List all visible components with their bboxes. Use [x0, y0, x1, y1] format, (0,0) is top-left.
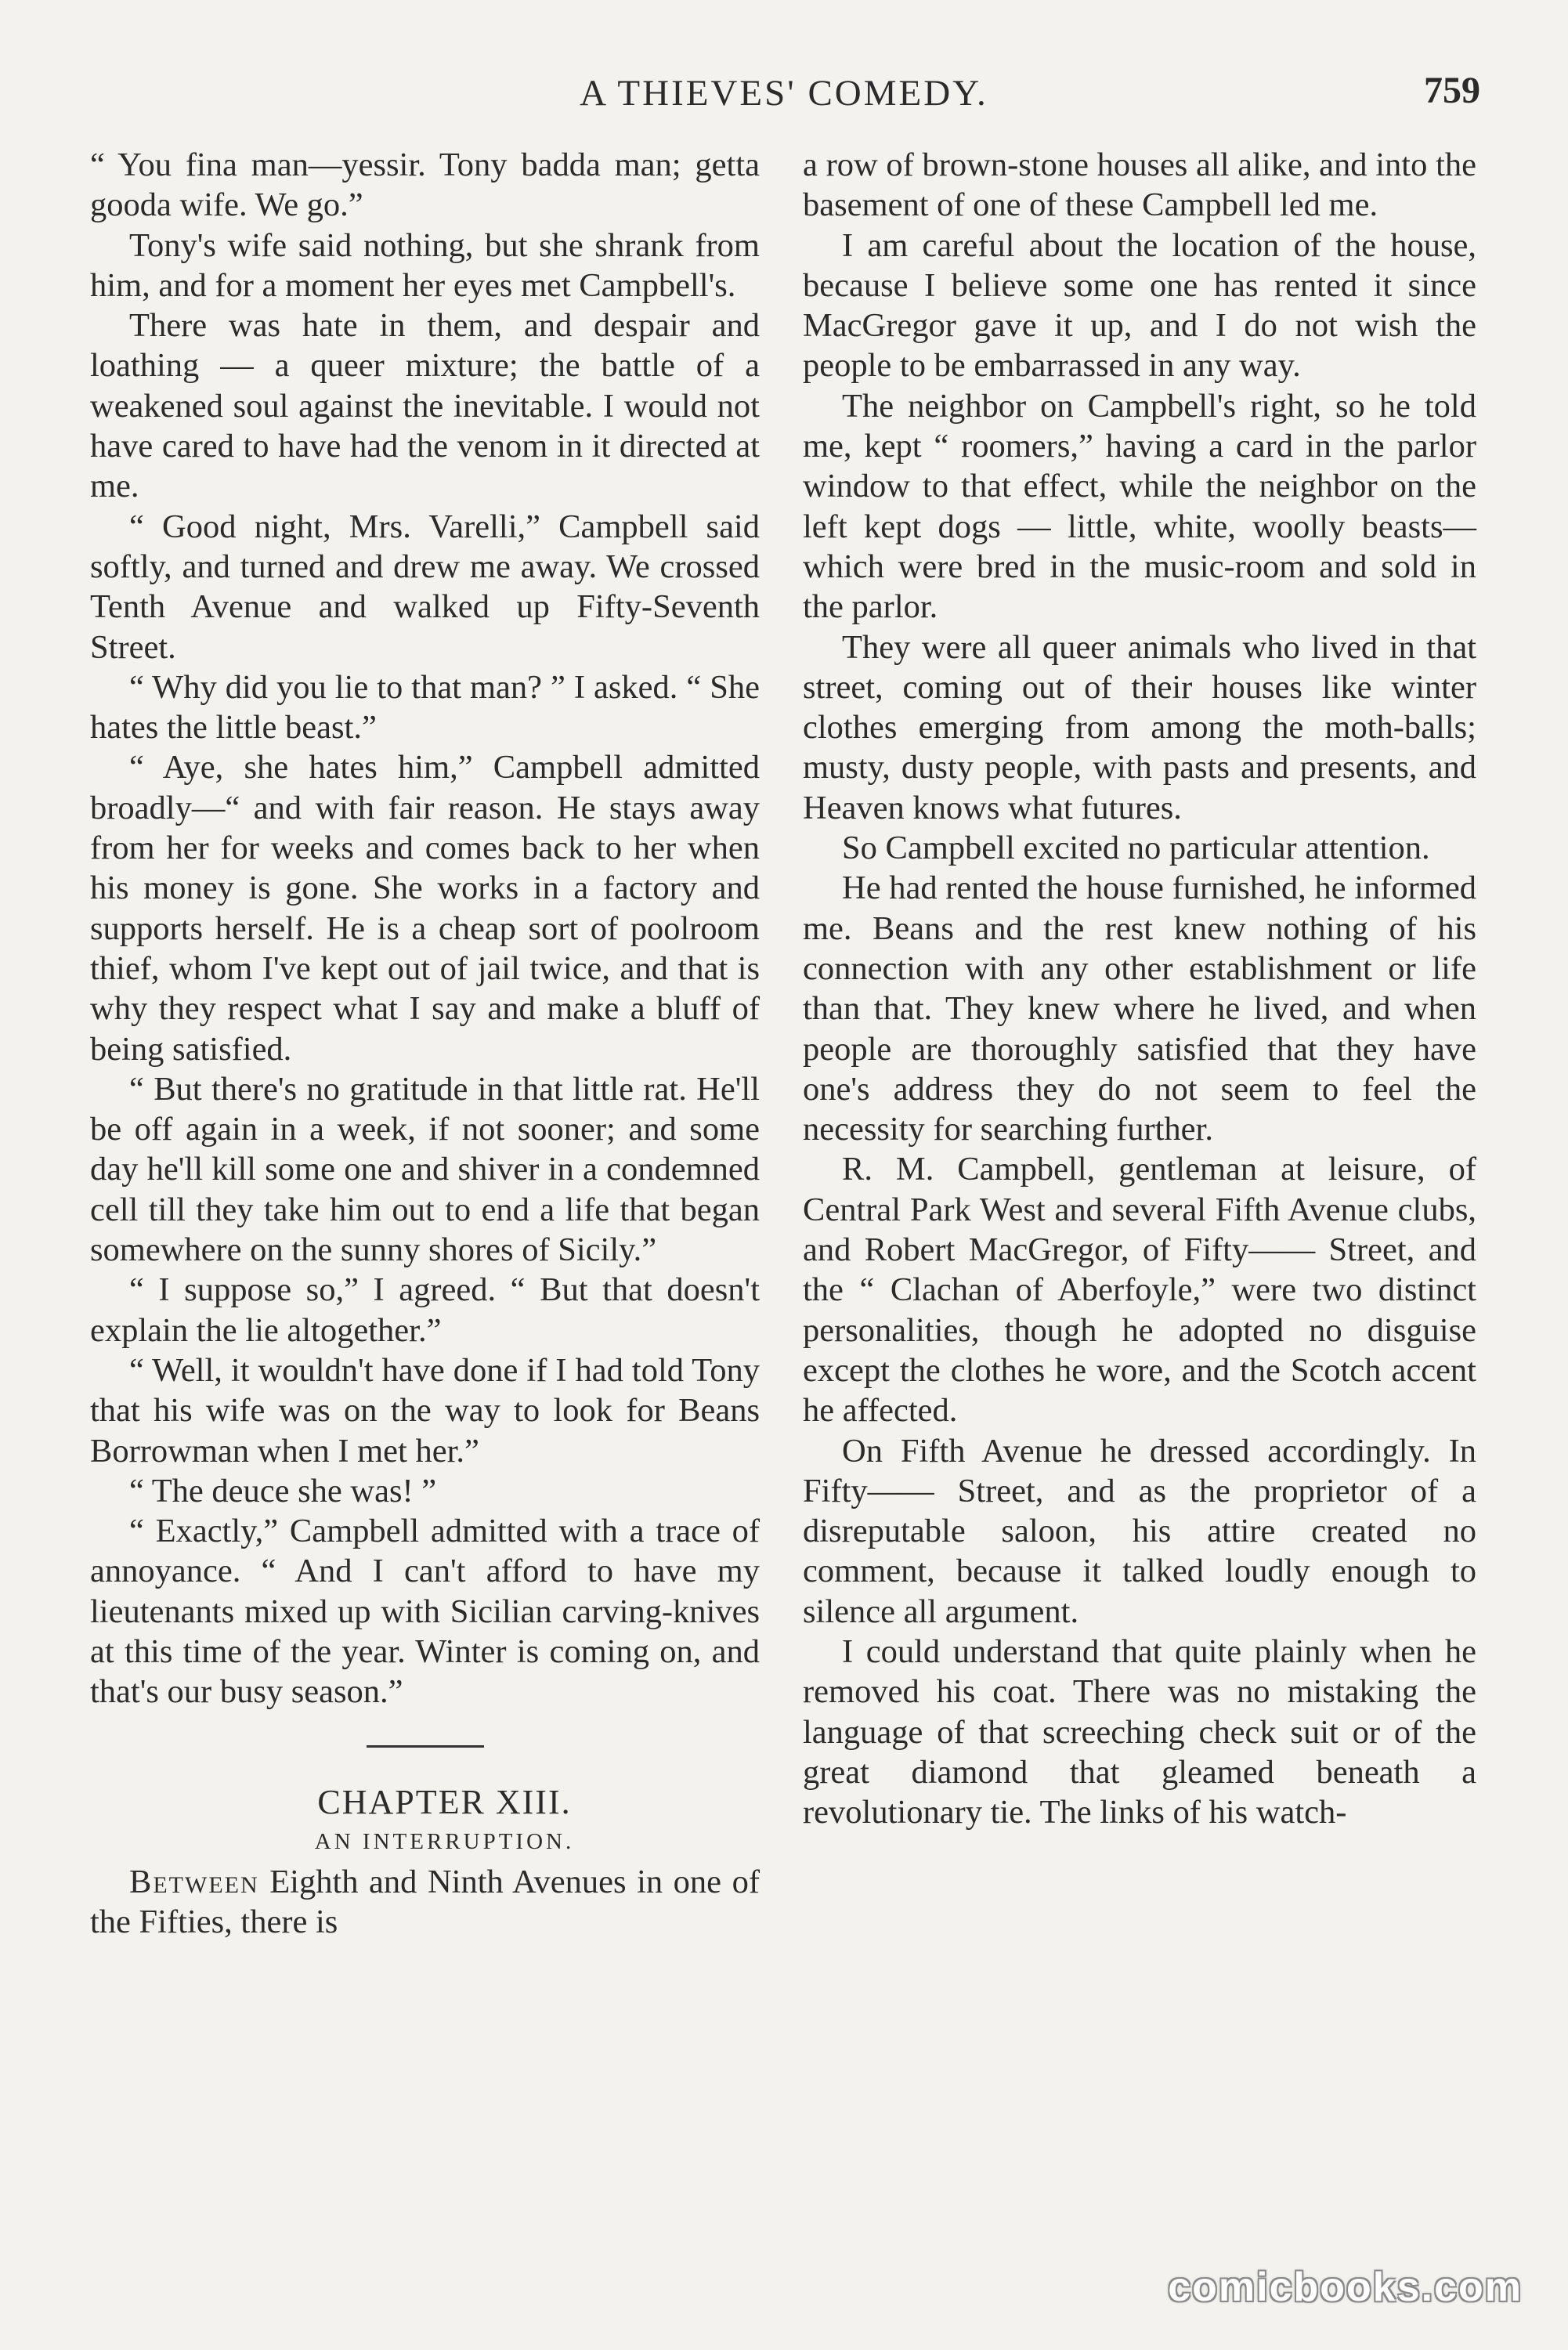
paragraph: I could understand that quite plainly when he removed his coat. There was no mistaking the language of that screeching check suit or of the great diamond that gleamed beneath a revolutionary tie. The links of his watch-: [803, 1632, 1476, 1831]
paragraph: “ You fina man—yessir. Tony badda man; getta gooda wife. We go.”: [90, 146, 760, 224]
watermark: comicbooks.com: [1168, 2265, 1523, 2310]
paragraph: I am careful about the location of the house, because I believe some one has rented it since MacGregor gave it up, and I do not wish the people to be embarrassed in any way.: [803, 226, 1476, 385]
paragraph-continuation: a row of brown-stone houses all alike, and into the basement of one of these Campbell led me.: [803, 146, 1476, 224]
running-head: [0, 69, 1568, 116]
chapter-opening-word: Between: [129, 1864, 259, 1901]
chapter-subtitle: AN INTERRUPTION.: [314, 1828, 575, 1854]
paragraph: So Campbell excited no particular attention.: [842, 830, 1430, 867]
paragraph: They were all queer animals who lived in that street, coming out of their houses like winter clothes emerging from among the moth-balls; musty, dusty people, with pasts and presents, and Heaven knows what futures.: [803, 628, 1476, 826]
page-number: 759: [1424, 70, 1480, 111]
paragraph: There was hate in them, and despair and loathing — a queer mixture; the battle of a weakened soul against the inevitable. I would not have cared to have had the venom in it directed at me.: [90, 307, 760, 505]
paragraph: Tony's wife said nothing, but she shrank from him, and for a moment her eyes met Campbell's.: [90, 226, 760, 304]
paragraph: “ But there's no gratitude in that little rat. He'll be off again in a week, if not sooner; and some day he'll kill some one and shiver in a condemned cell till they take him out to end a life that began somewhere on the sunny shores of Sicily.”: [90, 1070, 760, 1269]
chapter-opening-text: Eighth and Ninth Avenues in one of the Fifties, there is: [90, 1864, 760, 1941]
left-column: [90, 145, 760, 1943]
chapter-heading: CHAPTER XIII.: [317, 1782, 572, 1821]
paragraph: He had rented the house furnished, he informed me. Beans and the rest knew nothing of his connection with any other establishment or life than that. They knew where he lived, and when people are thoroughly satisfied that they have one's address they do not seem to feel the necessity for searching further.: [803, 870, 1476, 1148]
chapter-opening-paragraph: [90, 1862, 760, 1943]
paragraph: “ Good night, Mrs. Varelli,” Campbell said softly, and turned and drew me away. We crossed Tenth Avenue and walked up Fifty-Seventh Street.: [90, 508, 760, 666]
paragraph: The neighbor on Campbell's right, so he told me, kept “ roomers,” having a card in the parlor window to that effect, while the neighbor on the left kept dogs — little, white, woolly beasts—which were bred in the music-room and sold in the parlor.: [803, 387, 1476, 626]
paragraph: “ The deuce she was! ”: [129, 1472, 437, 1509]
paragraph: On Fifth Avenue he dressed accordingly. In Fifty—— Street, and as the proprietor of a disreputable saloon, his attire created no comment, because it talked loudly enough to silence all argument.: [803, 1432, 1476, 1630]
paragraph: “ I suppose so,” I agreed. “ But that doesn't explain the lie altogether.”: [90, 1271, 760, 1349]
section-divider: [367, 1745, 484, 1748]
running-title: A THIEVES' COMEDY.: [580, 73, 988, 114]
paragraph: R. M. Campbell, gentleman at leisure, of Central Park West and several Fifth Avenue clubs, and Robert MacGregor, of Fifty—— Street, and the “ Clachan of Aberfoyle,” were two distinct personalities, though he adopted no disguise except the clothes he wore, and the Scotch accent he affected.: [803, 1151, 1476, 1430]
paragraph: “ Aye, she hates him,” Campbell admitted broadly—“ and with fair reason. He stays away from her for weeks and comes back to her when his money is gone. She works in a factory and supports herself. He is a cheap sort of poolroom thief, whom I've kept out of jail twice, and that is why they respect what I say and make a bluff of being satisfied.: [90, 749, 760, 1068]
paragraph: “ Well, it wouldn't have done if I had told Tony that his wife was on the way to look for Beans Borrowman when I met her.”: [90, 1351, 760, 1470]
paragraph: “ Exactly,” Campbell admitted with a trace of annoyance. “ And I can't afford to have my lieutenants mixed up with Sicilian carving-knives at this time of the year. Winter is coming on, and that's our busy season.”: [90, 1513, 760, 1711]
paragraph: “ Why did you lie to that man? ” I asked. “ She hates the little beast.”: [90, 668, 760, 747]
right-column: [803, 145, 1476, 1832]
